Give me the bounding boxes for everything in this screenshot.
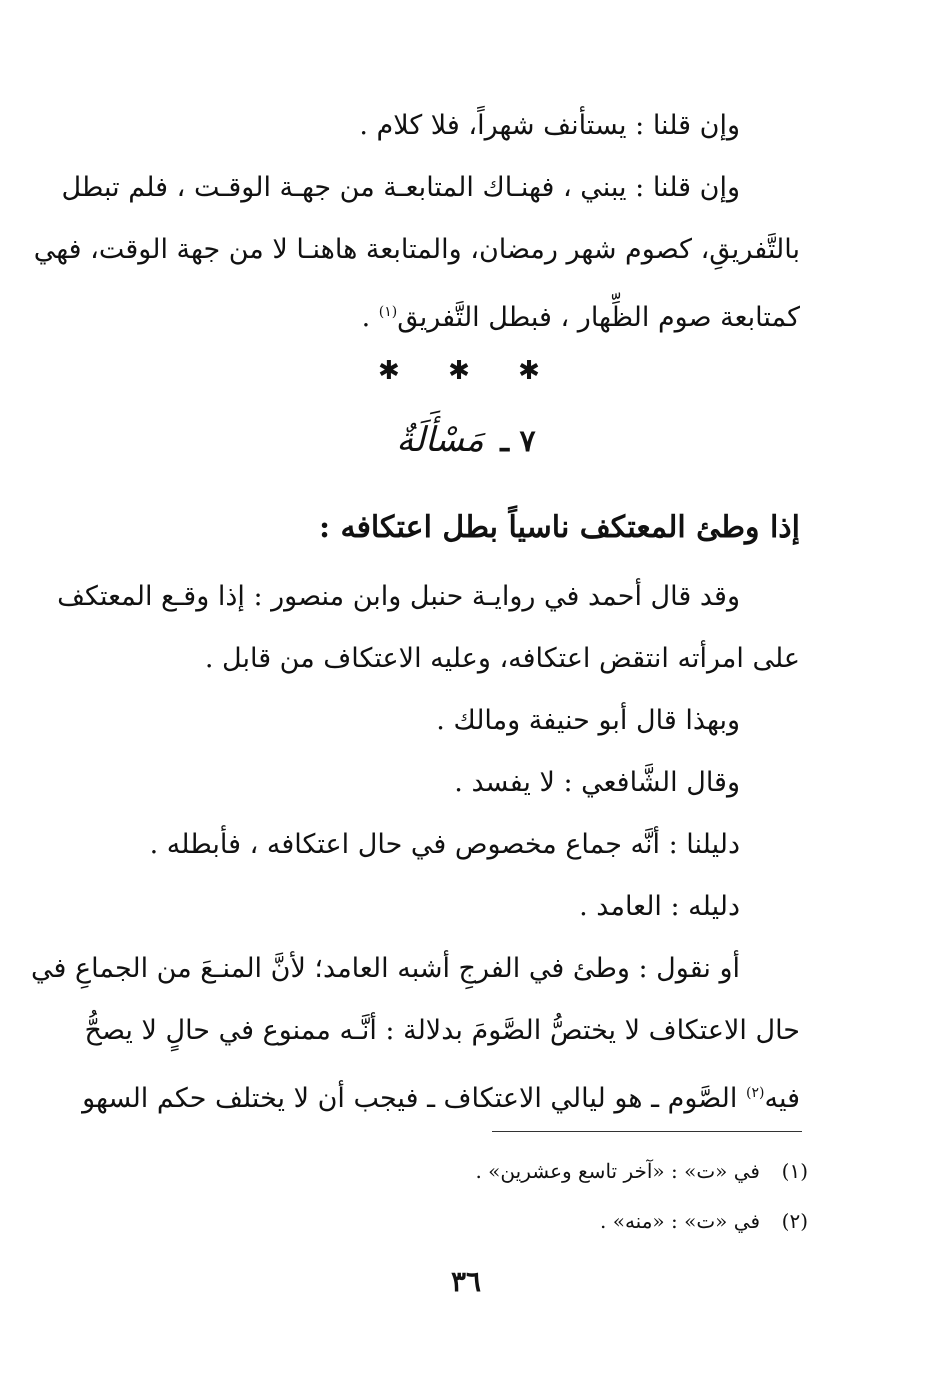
text-line-part: .	[361, 302, 379, 333]
asterisk-ornament-icon: ✱	[448, 356, 484, 386]
paragraph-block-2	[31, 566, 800, 1124]
text-line	[82, 1062, 800, 1124]
text-line: بالتَّفريقِ، كصوم شهر رمضان، والمتابعة هاهنـا لا من جهة الوقت، فهي	[33, 234, 800, 265]
text-line: دليلنا : أنَّه جماع مخصوص في حال اعتكافه ، فأبطله .	[149, 829, 740, 860]
text-line: حال الاعتكاف لا يختصُّ الصَّومَ بدلالة : أنَّـه ممنوع في حالٍ لا يصحُّ	[84, 1015, 800, 1046]
footnote-item	[300, 1196, 808, 1246]
section-separator	[0, 356, 932, 386]
text-line: دليله : العامد .	[579, 891, 740, 922]
paragraph-block-1	[33, 95, 800, 343]
asterisk-ornament-icon: ✱	[518, 356, 554, 386]
text-line: أو نقول : وطئ في الفرجِ أشبه العامد؛ لأنَّ المنـعَ من الجماعِ في	[31, 953, 740, 984]
footnote-number: (١)	[781, 1159, 808, 1183]
text-line: وإن قلنا : يستأنف شهراً، فلا كلام .	[359, 110, 740, 141]
asterisk-ornament-icon: ✱	[378, 356, 414, 386]
text-line: وإن قلنا : يبني ، فهنـاك المتابعـة من جهـة الوقـت ، فلم تبطل	[61, 172, 740, 203]
page-number: ٣٦	[450, 1265, 482, 1298]
footnotes	[300, 1146, 808, 1246]
text-line: على امرأته انتقض اعتكافه، وعليه الاعتكاف من قابل .	[204, 643, 800, 674]
footnote-marker: (٢)	[746, 1085, 765, 1101]
footnote-text: في «ت» : «آخر تاسع وعشرين» .	[475, 1159, 760, 1183]
issue-title	[0, 420, 932, 460]
text-line: وقد قال أحمد في روايـة حنبل وابن منصور : إذا وقـع المعتكف	[57, 581, 740, 612]
footnote-number: (٢)	[781, 1209, 808, 1233]
text-line	[92, 281, 800, 343]
text-line: وقال الشَّافعي : لا يفسد .	[454, 767, 740, 798]
text-line: وبهذا قال أبو حنيفة ومالك .	[436, 705, 740, 736]
footnote-divider	[492, 1131, 802, 1132]
footnote-text: في «ت» : «منه» .	[600, 1209, 760, 1233]
text-line-part: الصَّوم ـ هو ليالي الاعتكاف ـ فيجب أن لا يختلف حكم السهو	[82, 1083, 746, 1114]
text-line-part: كمتابعة صوم الظِّهار ، فبطل التَّفريق	[397, 302, 800, 333]
text-line-part: فيه	[764, 1083, 800, 1114]
footnote-item	[300, 1146, 808, 1196]
footnote-marker: (١)	[378, 304, 398, 320]
section-heading: إذا وطئ المعتكف ناسياً بطل اعتكافه :	[318, 510, 800, 545]
issue-number: ٧ ـ	[500, 424, 536, 459]
issue-word-calligraphy: مَسْأَلَةٌ	[396, 420, 484, 460]
